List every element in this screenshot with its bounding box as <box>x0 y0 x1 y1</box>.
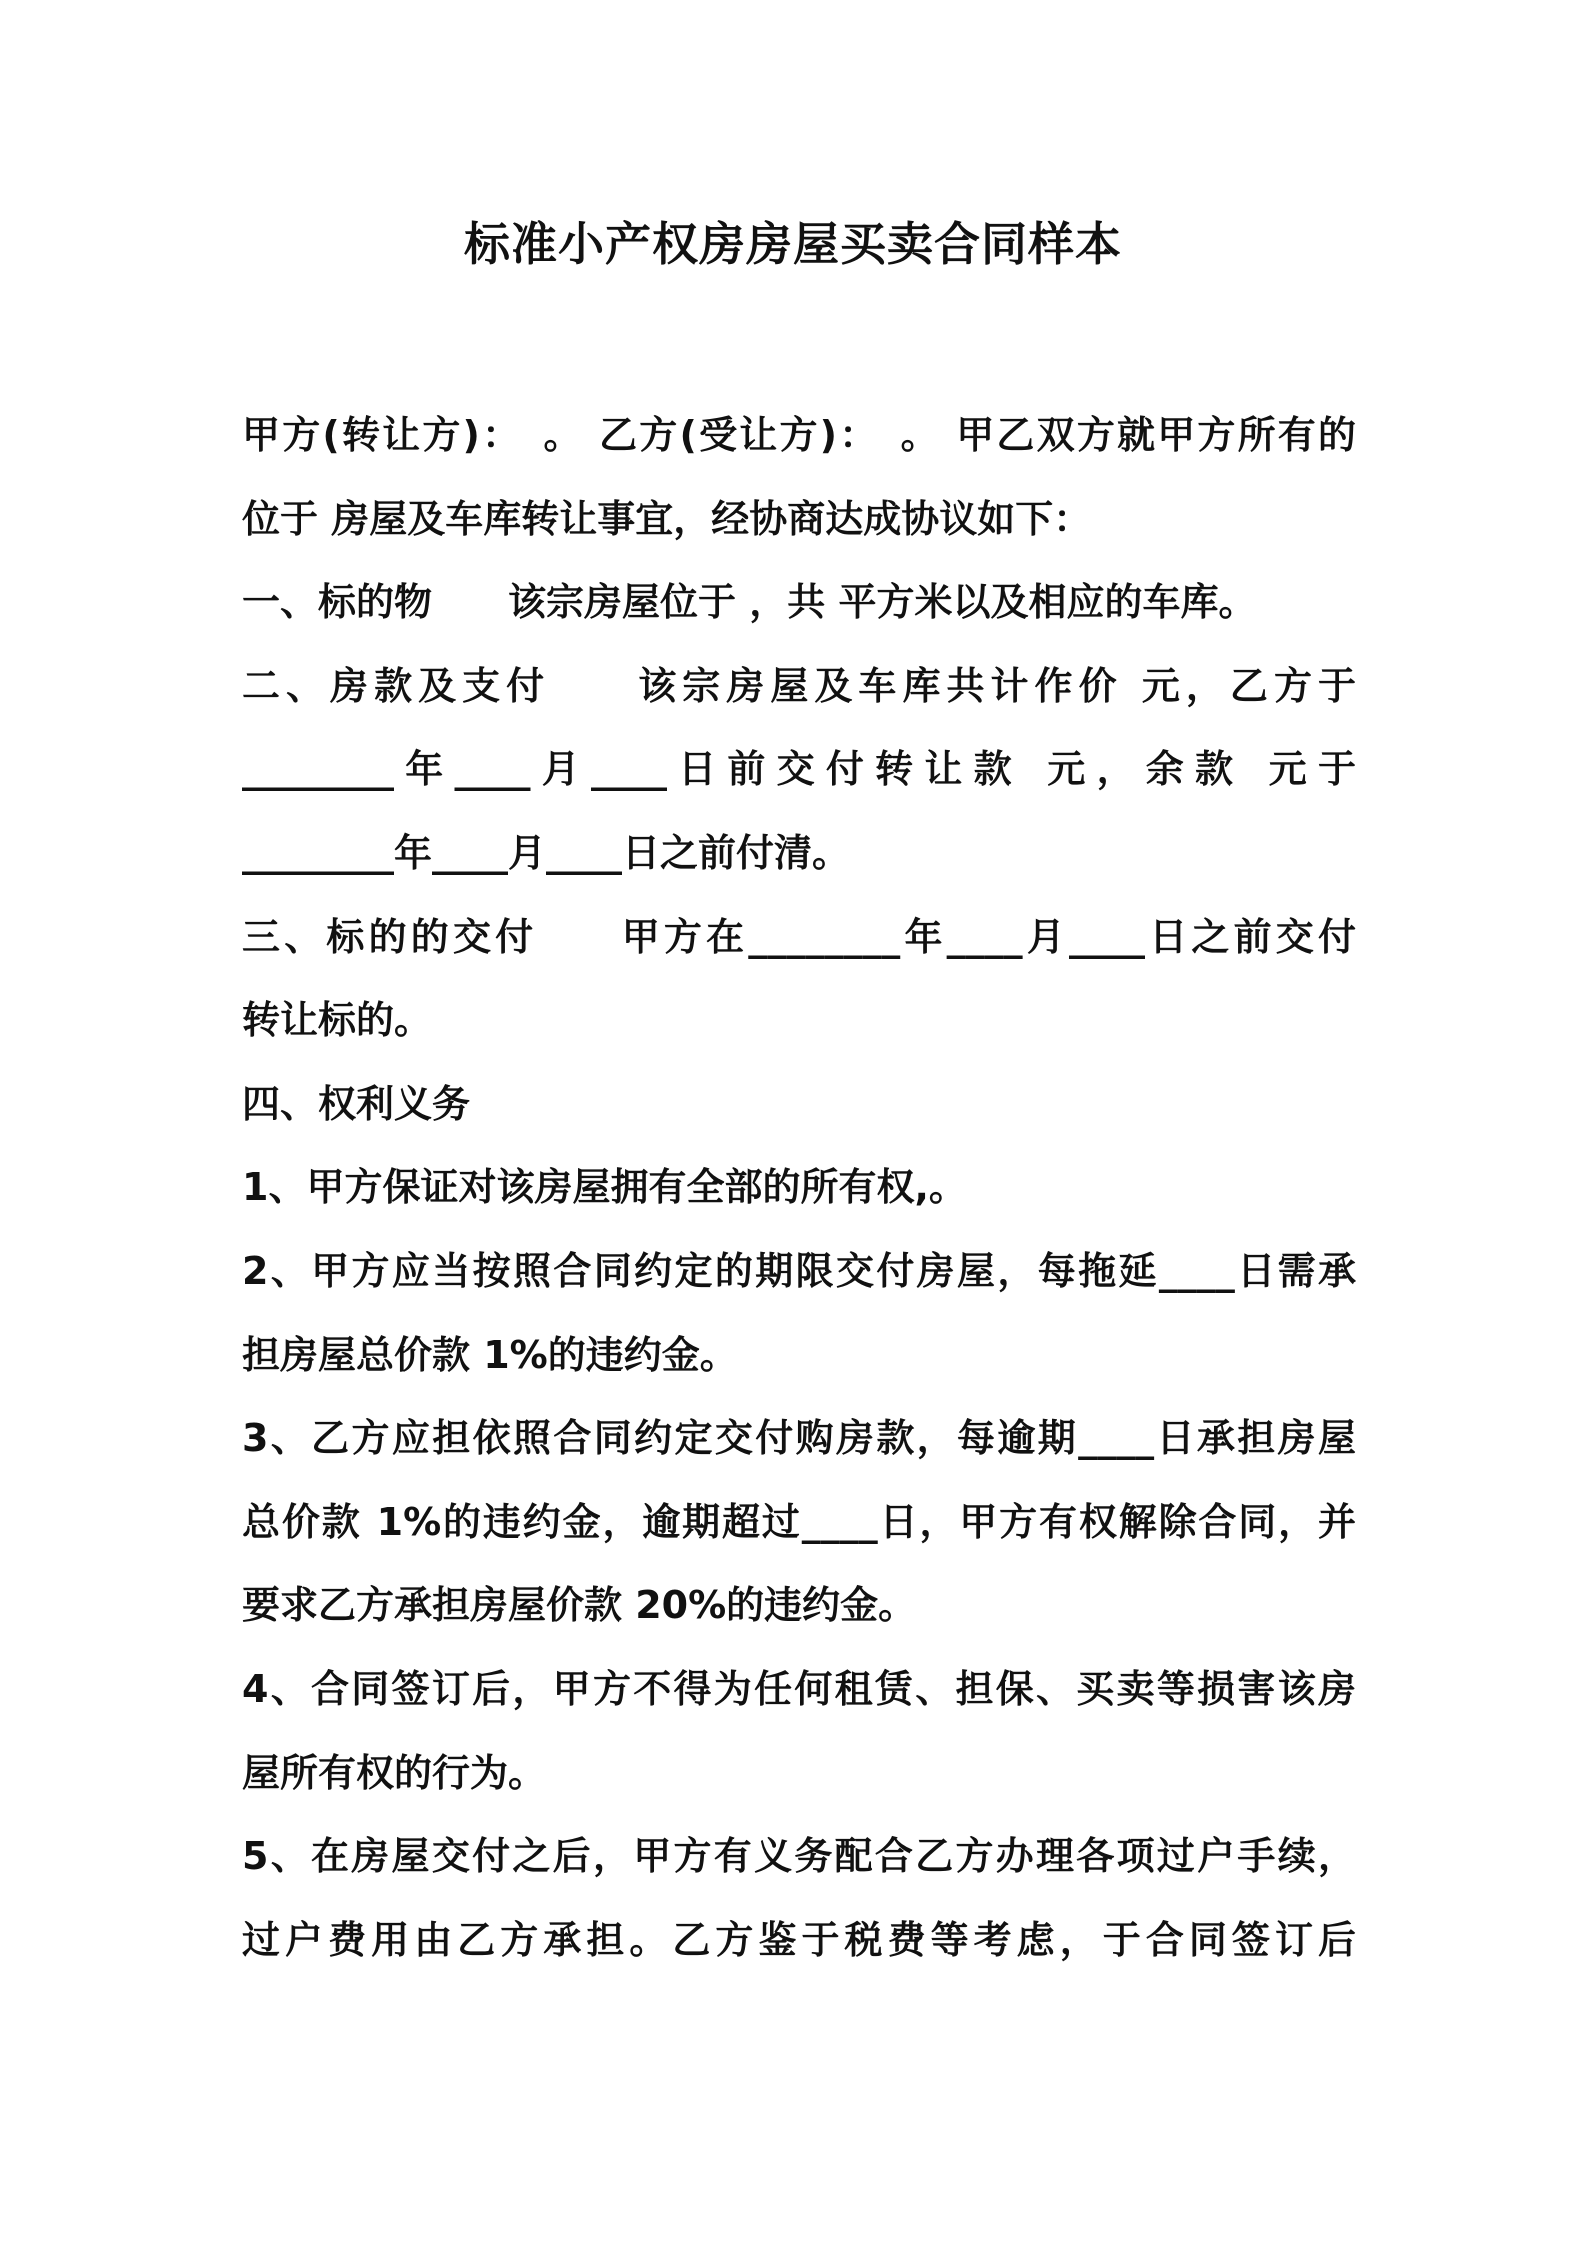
document-body <box>242 394 1356 1982</box>
section-delivery-line-1: 三、标的的交付 甲方在________年____月____日之前交付 <box>242 914 1356 959</box>
clause-2-line-2: 担房屋总价款 1%的违约金。 <box>242 1332 738 1377</box>
clause-5-line-2: 过户费用由乙方承担。乙方鉴于税费等考虑，于合同签订后 <box>242 1917 1356 1962</box>
section-delivery-line-2: 转让标的。 <box>242 998 433 1043</box>
paragraph-line-1: 甲方(转让方)： 。 乙方(受让方)： 。 甲乙双方就甲方所有的 <box>242 413 1356 457</box>
section-payment-line-2: ________年____月____日前交付转让款 元，余款 元于 <box>242 747 1356 792</box>
section-payment-line-1: 二、房款及支付 该宗房屋及车库共计作价 元，乙方于 <box>242 663 1356 708</box>
clause-4-line-2: 屋所有权的行为。 <box>242 1750 547 1795</box>
document-title: 标准小产权房房屋买卖合同样本 <box>464 217 1122 271</box>
clause-3-line-2: 总价款 1%的违约金，逾期超过____日，甲方有权解除合同，并 <box>242 1499 1356 1544</box>
clause-5-line-1: 5、在房屋交付之后，甲方有义务配合乙方办理各项过户手续， <box>242 1834 1356 1879</box>
clause-3-line-1: 3、乙方应担依照合同约定交付购房款，每逾期____日承担房屋 <box>242 1416 1356 1461</box>
paragraph-line-2: 位于 房屋及车库转让事宜，经协商达成协议如下： <box>242 496 1092 541</box>
clause-4-line-1: 4、合同签订后，甲方不得为任何租赁、担保、买卖等损害该房 <box>242 1666 1356 1711</box>
clause-2-line-1: 2、甲方应当按照合同约定的期限交付房屋，每拖延____日需承 <box>242 1248 1356 1293</box>
section-rights-heading: 四、权利义务 <box>242 1081 471 1126</box>
clause-1-line: 1、甲方保证对该房屋拥有全部的所有权,。 <box>242 1165 967 1210</box>
section-subject-line: 一、标的物 该宗房屋位于 ，共 平方米以及相应的车库。 <box>242 580 1257 625</box>
clause-3-line-3: 要求乙方承担房屋价款 20%的违约金。 <box>242 1583 917 1628</box>
section-payment-line-3: ________年____月____日之前付清。 <box>242 830 851 875</box>
